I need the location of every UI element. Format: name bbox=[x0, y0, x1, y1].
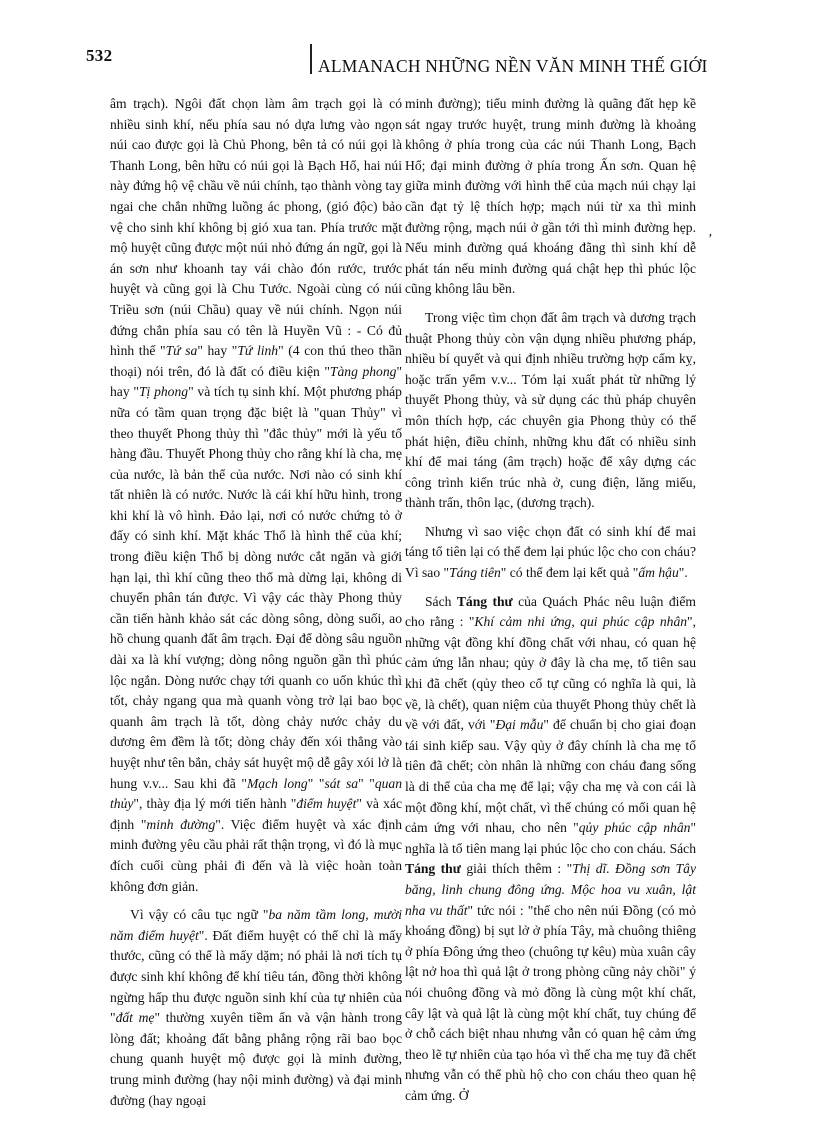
right-paragraph-3: Nhưng vì sao việc chọn đất có sinh khí để mai táng tổ tiên lại có thể đem lại phúc lộc cho con cháu? Vì sao "Táng tiên" có thể đem lại kết quả "ấm hậu". bbox=[405, 523, 696, 581]
left-paragraph-2: Vì vậy có câu tục ngữ "ba năm tầm long, mười năm điểm huyệt". Đất điểm huyệt có thể chỉ là mấy thước, cũng có thể là mấy dặm; nó phải là nơi tích tụ được sinh khí không để khí tiêu tán, đồng thời không ngừng hấp thu được nguồn sinh khí của tự nhiên của "đất mẹ" thường xuyên tiềm ẩn và vận hành trong lòng đất; khoảng đất bằng phẳng rộng rãi bao bọc chung quanh huyệt mộ được gọi là minh đường, trung minh đường (hay nội minh đường) và đại minh đường (hay ngoại bbox=[110, 907, 402, 1108]
right-column bbox=[405, 94, 696, 1107]
margin-mark: ʼ bbox=[707, 232, 712, 247]
left-column bbox=[110, 94, 402, 1111]
page-number: 532 bbox=[86, 46, 113, 65]
header-divider bbox=[310, 44, 312, 74]
right-paragraph-1: minh đường); tiểu minh đường là quãng đất hẹp kề sát ngay trước huyệt, trung minh đường là khoảng không ở phía trong của các núi Thanh Long, Bạch Hổ; đại minh đường ở phía trong Ấn sơn. Quan hệ giữa minh đường với hình thể của mạch núi chạy lại cần đạt tỷ lệ thích hợp; mạch núi từ xa thì minh đường rộng, mạch núi ở gần tới thì minh đường hẹp. Nếu minh đường quá khoáng đãng thì sinh khí dễ phát tán nếu minh đường quá chật hẹp thì phúc lộc cũng không lâu bền. bbox=[405, 96, 696, 297]
right-paragraph-2: Trong việc tìm chọn đất âm trạch và dương trạch thuật Phong thủy còn vận dụng nhiều phương pháp, nhiều bí quyết và qui định nhiều trường hợp cấm kỵ, hoặc trấn yểm v.v... Tóm lại xuất phát từ những lý thuyết Phong thủy, và sử dụng các thủ pháp chuyên môn thích hợp, các chuyên gia Phong thủy có thể phát hiện, điều chỉnh, những khu đất có nhiều sinh khí để mai táng (âm trạch) hoặc để xây dựng các công trình kiến trúc nhà ở, cung điện, lăng miếu, thành trấn, thôn lạc, (dương trạch). bbox=[405, 309, 696, 511]
left-paragraph-1: âm trạch). Ngôi đất chọn làm âm trạch gọi là có nhiều sinh khí, nếu phía sau nó dựa lưng vào ngọn núi cao được gọi là Chủ Phong, bên tả có núi gọi là Thanh Long, bên hữu có núi gọi là Bạch Hổ, hai núi này đứng hộ vệ chầu về núi chính, tạo thành vòng tay ngai che chắn những luồng ác phong, (gió độc) bảo vệ cho sinh khí không bị gió xua tan. Phía trước mặt mộ huyệt cũng được một núi nhỏ đứng án ngữ, gọi là án sơn như khoanh tay vái chào đón rước, trước huyệt và cũng gọi là Chu Tước. Ngoài cùng có núi Triều sơn (núi Chầu) quay về núi chính. Ngọn núi đứng chắn phía sau có tên là Huyền Vũ : - Có đủ hình thế "Tứ sa" hay "Tứ linh" (4 con thú theo thần thoại) nói trên, đó là đất có điều kiện "Tàng phong" hay "Tị phong" và tích tụ sinh khí. Một phương pháp nữa có tầm quan trọng đặc biệt là "quan Thủy" vì theo thuyết Phong thủy thì "đắc thủy" mới là yếu tố hàng đầu. Thuyết Phong thủy cho rằng khí là cha, mẹ của nước, là bản thể của nước. Nơi nào có sinh khí tất nhiên là có nước. Nước là cái khí hữu hình, trong khi khí là vô hình. Đảo lại, nơi có nước chứng tỏ ở đấy có sinh khí. Mặt khác Thổ là hình thể của khí; trong điều kiện Thổ bị dòng nước cắt ngăn và giới hạn lại, thì khí cũng theo thổ mà dừng lại, không di chuyển phân tán được. Vì vậy các thày Phong thủy cần tiến hành khảo sát các dòng sông, dòng suối, ao hồ chung quanh đất âm trạch. Đại để dòng sâu nguồn dài xa là khí vượng; dòng nông nguồn gần thì phúc lộc ngắn. Dòng nước chạy tới quanh co uốn khúc thì tốt, chảy ngang qua mà quanh vòng trở lại bao bọc quanh âm trạch là tốt, dòng chảy nước chảy du dương êm đềm là tốt; dòng chảy đến xói thẳng vào huyệt như tên bắn, chảy sát huyệt mộ dễ gây xói lở là hung v.v... Sau khi đã "Mạch long" "sát sa" "quan thủy", thày địa lý mới tiến hành "điểm huyệt" và xác định "minh đường". Việc điểm huyệt và xác định minh đường yêu cầu phải rất thận trọng, vì đó là mục đích cuối cùng phải đi đến và là việc hoàn toàn không đơn giản. bbox=[110, 96, 403, 894]
right-paragraph-4: Sách Táng thư của Quách Phác nêu luận điểm cho rằng : "Khí cảm nhi ứng, qui phúc cập nhân", những vật đồng khí đồng chất với nhau, có quan hệ cảm ứng lẫn nhau; qủy ở đây là cha mẹ, tổ tiên sau khi đã chết (qủy theo cổ tự cũng có nghĩa là qui, là về, là chết), quan niệm của thuyết Phong thủy chết là về với đất, với "Đại mẫu" để chuẩn bị cho giai đoạn tái sinh kiếp sau. Vậy qủy ở đây chính là cha mẹ tổ tiên đã chết; còn nhân là những con cháu đang sống là di thể của cha mẹ để lại; vậy cha mẹ và con cái là một đồng khí, một chất, vì thế chúng có mối quan hệ cảm ứng với nhau, cho nên "qủy phúc cập nhân" nghĩa là tổ tiên mang lại phúc lộc cho con cháu. Sách Táng thư giải thích thêm : "Thị dĩ. Đồng sơn Tây băng, linh chung đông ứng. Mộc hoa vu xuân, lật nha vu thất" tức nói : "thế cho nên núi Đồng (có mỏ khoáng đồng) bị sụt lở ở phía Tây, mà chuông thiêng ở phía Đông ứng theo (chuông tự kêu) mùa xuân cây lật nở hoa thì quả lật ở trong phòng cũng nảy chồi" ý nói chuông đồng và mỏ đồng là cùng một khí chất, cây lật và quả lật là cùng một khí chất, tuy chúng để ở chỗ cách biệt nhau nhưng vẫn có quan hệ cảm ứng theo lẽ tự nhiên của tạo hóa vì thế cha mẹ tuy đã chết nhưng vẫn có thể phù hộ cho con cháu theo quan hệ cảm ứng. Ở bbox=[405, 593, 697, 1103]
running-header: ALMANACH NHỮNG NỀN VĂN MINH THẾ GIỚI bbox=[318, 56, 708, 76]
